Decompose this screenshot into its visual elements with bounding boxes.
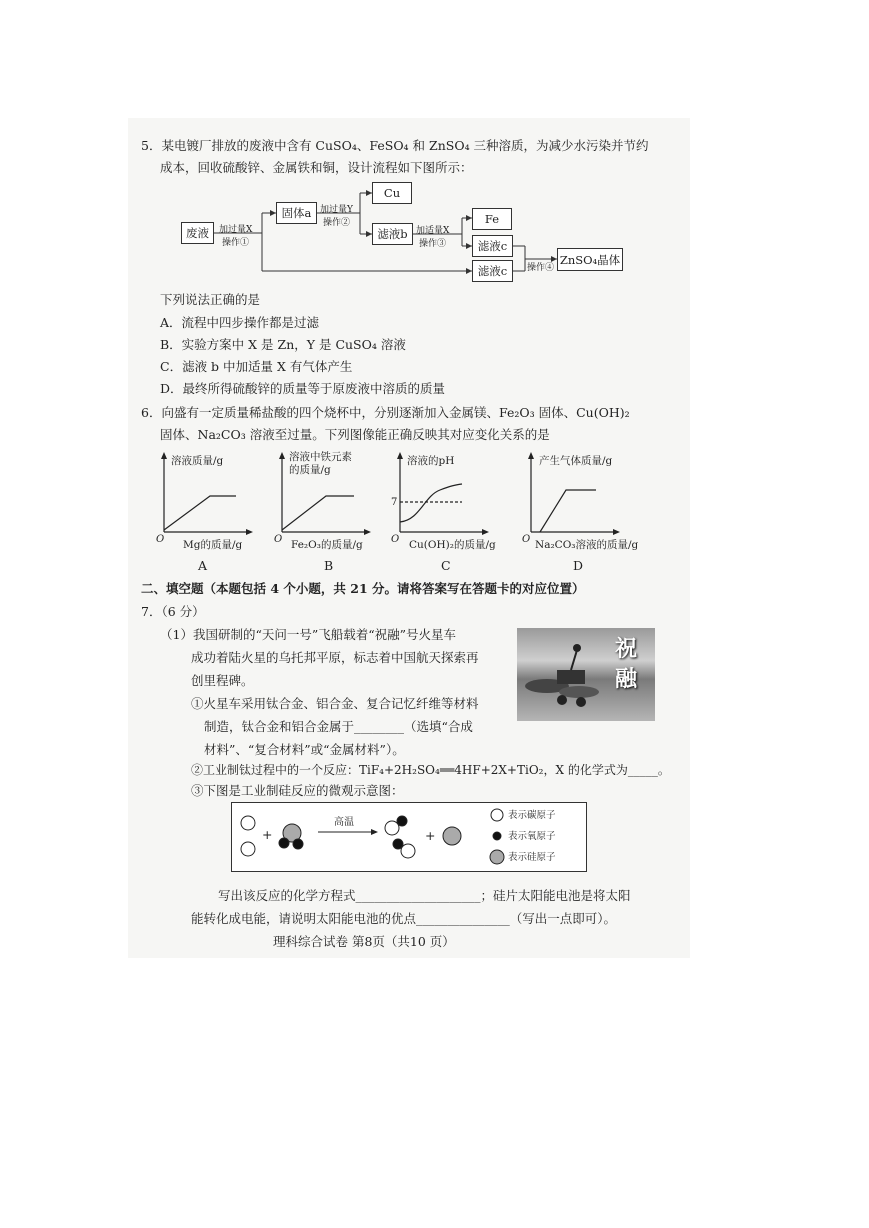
legend-carbon: 表示碳原子 bbox=[508, 810, 556, 821]
graph-c-xlabel: Cu(OH)₂的质量/g bbox=[409, 539, 496, 551]
flow-filtrate-c1-box: 滤液c bbox=[472, 235, 513, 257]
flow-fe-box: Fe bbox=[472, 208, 512, 230]
arrow3-top-label: 加适量X bbox=[416, 226, 450, 236]
q5-line1: 5．某电镀厂排放的废液中含有 CuSO₄、FeSO₄ 和 ZnSO₄ 三种溶质，为减少水污染并节约 bbox=[141, 138, 649, 153]
q7-s1-line2: 制造，钛合金和铝合金属于________（选填“合成 bbox=[204, 719, 473, 734]
graph-b-origin: O bbox=[274, 534, 283, 545]
graph-b-curve bbox=[282, 496, 354, 530]
reaction-plus-2: + bbox=[425, 828, 436, 843]
q6-line1: 6．向盛有一定质量稀盐酸的四个烧杯中，分别逐渐加入金属镁、Fe₂O₃ 固体、Cu(OH)₂ bbox=[141, 405, 630, 420]
flow-cu-box: Cu bbox=[372, 182, 412, 204]
q7-answer-line2: 能转化成电能，请说明太阳能电池的优点_______________（写出一点即可）。 bbox=[191, 911, 617, 926]
graph-a-origin: O bbox=[156, 534, 165, 545]
legend-silicon: 表示硅原子 bbox=[508, 852, 556, 863]
q5-option-d: D．最终所得硫酸锌的质量等于原废液中溶质的质量 bbox=[160, 381, 446, 396]
graph-b-ylabel2: 的质量/g bbox=[289, 464, 331, 476]
graph-c-ylabel: 溶液的pH bbox=[407, 455, 455, 467]
reaction-condition: 高温 bbox=[334, 817, 354, 828]
q7-p1-line1: （1）我国研制的“天问一号”飞船载着“祝融”号火星车 bbox=[160, 627, 457, 642]
legend-oxygen: 表示氧原子 bbox=[508, 831, 556, 842]
graph-d-ylabel: 产生气体质量/g bbox=[539, 455, 613, 467]
arrow1-top-label: 加过量X bbox=[219, 225, 253, 235]
graph-a-xlabel: Mg的质量/g bbox=[183, 539, 243, 551]
arrow4-label: 操作④ bbox=[527, 263, 555, 273]
q5-prompt: 下列说法正确的是 bbox=[160, 292, 261, 307]
q7-answer-line1: 写出该反应的化学方程式____________________；硅片太阳能电池是将太阳 bbox=[218, 888, 631, 903]
graph-c-tick-7: 7 bbox=[391, 497, 398, 508]
q7-s2: ②工业制钛过程中的一个反应：TiF₄+2H₂SO₄══4HF+2X+TiO₂，X 的化学式为_____。 bbox=[191, 763, 670, 777]
graph-d-xlabel: Na₂CO₃溶液的质量/g bbox=[535, 539, 639, 551]
flow-filtrate-c2-box: 滤液c bbox=[472, 260, 513, 282]
arrow1-bottom-label: 操作① bbox=[222, 238, 250, 248]
graph-d-curve bbox=[540, 490, 596, 532]
graph-d-letter: D bbox=[573, 558, 584, 573]
graph-d-origin: O bbox=[522, 534, 531, 545]
q5-line2: 成本，回收硫酸锌、金属铁和铜，设计流程如下图所示： bbox=[160, 160, 473, 175]
q7-p1-line3: 创里程碑。 bbox=[191, 673, 254, 688]
graph-a-ylabel: 溶液质量/g bbox=[171, 455, 224, 467]
arrow2-bottom-label: 操作② bbox=[323, 218, 351, 228]
zhurong-rover-photo bbox=[517, 628, 655, 721]
page-footer: 理科综合试卷 第8页（共10 页） bbox=[273, 934, 455, 949]
graph-c-origin: O bbox=[391, 534, 400, 545]
q7-s1-line1: ①火星车采用钛合金、铝合金、复合记忆纤维等材料 bbox=[191, 696, 479, 711]
q7-s1-line3: 材料”、“复合材料”或“金属材料”）。 bbox=[204, 742, 405, 757]
graph-a-curve bbox=[164, 496, 236, 530]
flow-waste-box: 废液 bbox=[181, 222, 214, 244]
graph-c-curve bbox=[400, 484, 462, 522]
graph-b-ylabel: 溶液中铁元素 bbox=[289, 451, 352, 463]
q5-option-c: C．滤液 b 中加适量 X 有气体产生 bbox=[160, 359, 353, 374]
graph-b-letter: B bbox=[324, 558, 334, 573]
arrow3-bottom-label: 操作③ bbox=[419, 239, 447, 249]
graph-c-letter: C bbox=[441, 558, 451, 573]
reaction-diagram bbox=[231, 802, 587, 872]
graph-b-xlabel: Fe₂O₃的质量/g bbox=[291, 539, 363, 551]
flow-solid-a-box: 固体a bbox=[276, 202, 317, 224]
q7-p1-line2: 成功着陆火星的乌托邦平原，标志着中国航天探索再 bbox=[191, 650, 479, 665]
photo-calligraphy: 祝融 bbox=[615, 636, 638, 692]
q5-option-b: B．实验方案中 X 是 Zn，Y 是 CuSO₄ 溶液 bbox=[160, 337, 406, 352]
flow-product-box: ZnSO₄晶体 bbox=[557, 248, 623, 271]
q7-number: 7．（6 分） bbox=[141, 604, 205, 619]
arrow2-top-label: 加过量Y bbox=[320, 205, 353, 215]
q6-line2: 固体、Na₂CO₃ 溶液至过量。下列图像能正确反映其对应变化关系的是 bbox=[160, 427, 550, 442]
section2-title: 二、填空题（本题包括 4 个小题，共 21 分。请将答案写在答题卡的对应位置） bbox=[141, 581, 585, 596]
graph-a-letter: A bbox=[198, 558, 208, 573]
q5-option-a: A．流程中四步操作都是过滤 bbox=[160, 315, 320, 330]
q7-s3: ③下图是工业制硅反应的微观示意图： bbox=[191, 783, 404, 798]
reaction-plus-1: + bbox=[262, 827, 273, 842]
flow-filtrate-b-box: 滤液b bbox=[372, 223, 413, 245]
